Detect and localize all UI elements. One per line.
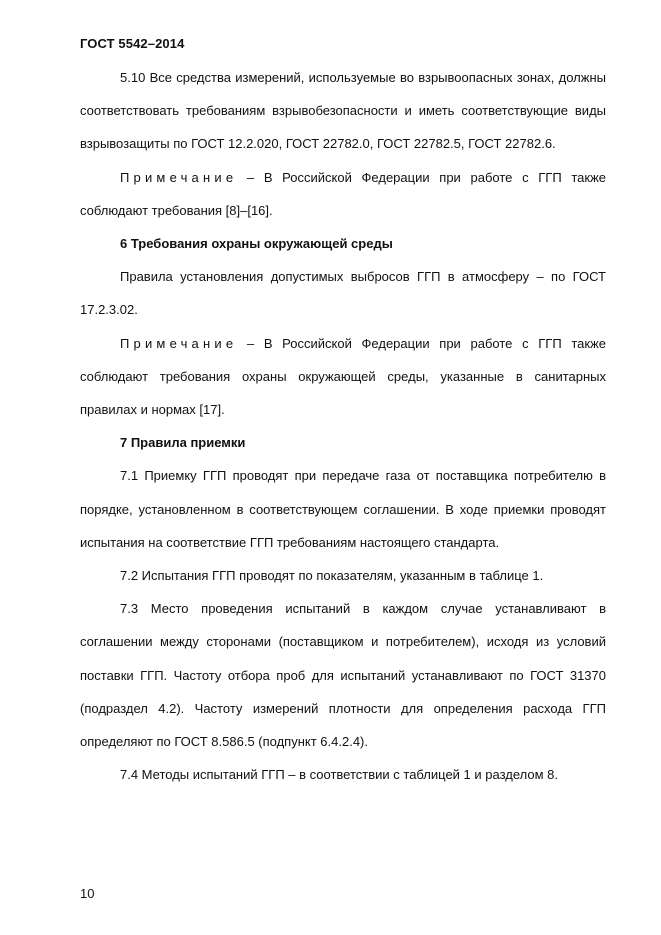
document-body xyxy=(80,61,606,791)
paragraph-7-4: 7.4 Методы испытаний ГГП – в соответствии с таблицей 1 и разделом 8. xyxy=(120,767,558,783)
paragraph-5-10: 5.10 Все средства измерений, используемые во взрывоопасных зонах, должны соответствовать требованиям взрывобезопасности и иметь соответствующие виды взрывозащиты по ГОСТ 12.2.020, ГОСТ 22782.0, ГОСТ 22782.5, ГОСТ 22782.6. xyxy=(80,70,606,152)
note-text: – В Российской Федерации при работе с ГГП также соблюдают требования охраны окружающей среды, указанные в санитарных правилах и нормах [17]. xyxy=(80,335,606,418)
note-paragraph-2 xyxy=(80,327,606,427)
note-text: – В Российской Федерации при работе с ГГП также соблюдают требования [8]–[16]. xyxy=(80,169,606,218)
paragraph-7-3: 7.3 Место проведения испытаний в каждом случае устанавливают в соглашении между сторонами (поставщиком и потребителем), исходя из условий поставки ГГП. Частоту отбора проб для испытаний устанавливают по ГОСТ 31370 (подраздел 4.2). Частоту измерений плотности для определения расхода ГГП определяют по ГОСТ 8.586.5 (подпункт 6.4.2.4). xyxy=(80,601,606,750)
paragraph-7-2: 7.2 Испытания ГГП проводят по показателям, указанным в таблице 1. xyxy=(120,568,544,584)
page-number: 10 xyxy=(80,886,95,901)
document-header: ГОСТ 5542–2014 xyxy=(80,36,185,51)
section-heading-6: 6 Требования охраны окружающей среды xyxy=(120,236,393,252)
paragraph-7-1: 7.1 Приемку ГГП проводят при передаче газа от поставщика потребителю в порядке, установленном в соответствующем соглашении. В ходе приемки проводят испытания на соответствие ГГП требованиям настоящего стандарта. xyxy=(80,468,606,550)
section-heading-7: 7 Правила приемки xyxy=(120,435,246,451)
paragraph-6-1: Правила установления допустимых выбросов ГГП в атмосферу – по ГОСТ 17.2.3.02. xyxy=(80,269,606,318)
note-paragraph-1 xyxy=(80,161,606,227)
note-label: Примечание xyxy=(120,169,238,185)
note-label: Примечание xyxy=(120,335,238,351)
